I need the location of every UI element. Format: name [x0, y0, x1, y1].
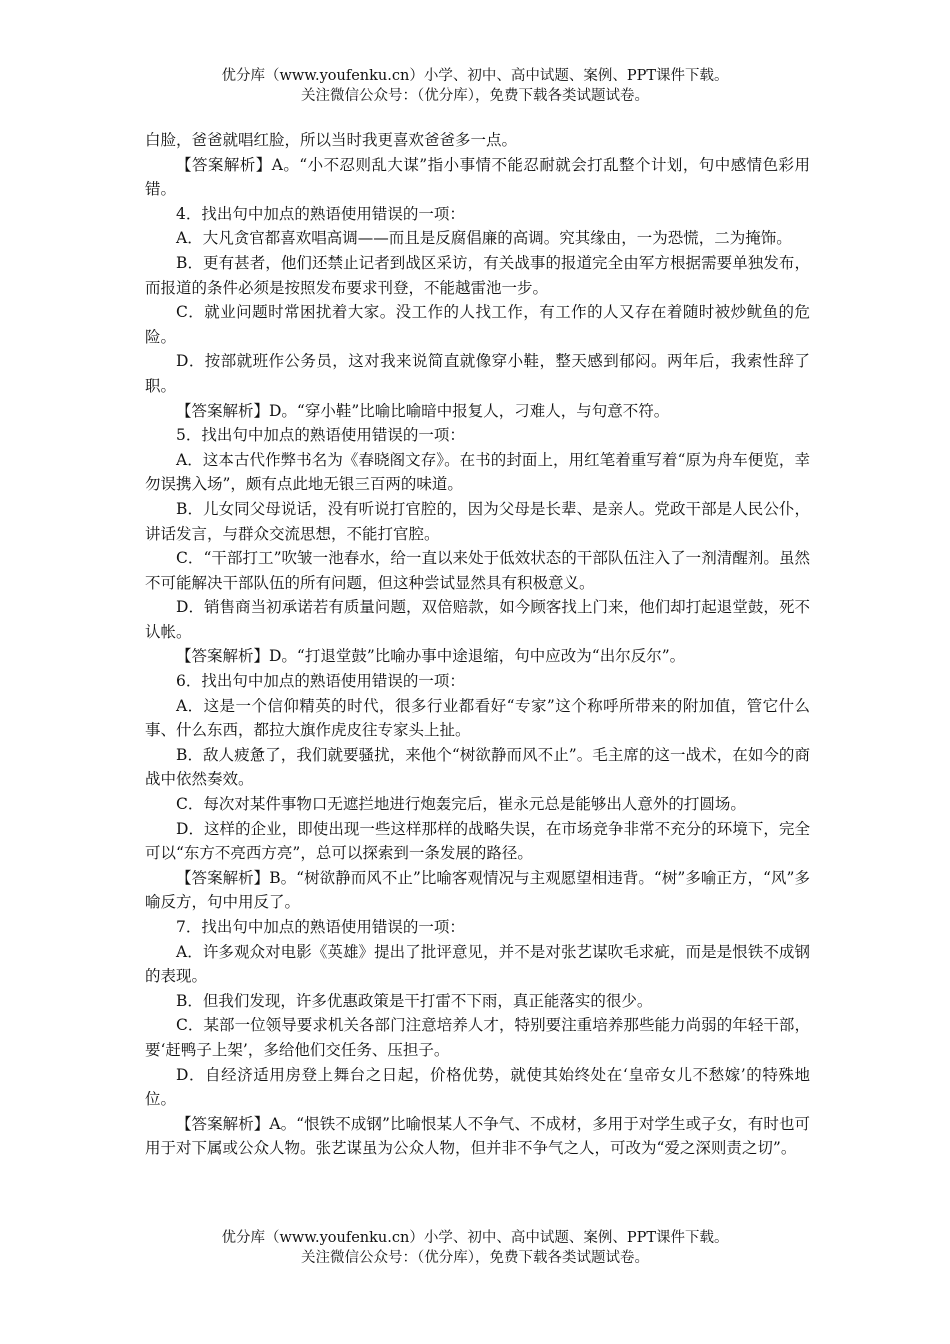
page-header — [0, 66, 950, 106]
paragraph: A．许多观众对电影《英雄》提出了批评意见，并不是对张艺谋吹毛求疵，而是是恨铁不成钢的表现。 — [145, 942, 810, 986]
paragraph: C．每次对某件事物口无遮拦地进行炮轰完后，崔永元总是能够出人意外的打圆场。 — [176, 795, 746, 814]
paragraph: 【答案解析】D。“打退堂鼓”比喻办事中途退缩，句中应改为“出尔反尔”。 — [176, 647, 686, 666]
paragraph: C．某部一位领导要求机关各部门注意培养人才，特别要注重培养那些能力尚弱的年轻干部，要‘赶鸭子上架’，多给他们交任务、压担子。 — [145, 1016, 810, 1059]
footer-line-1: 优分库（www.youfenku.cn）小学、初中、高中试题、案例、PPT课件下载。 — [221, 1230, 729, 1246]
paragraph: B．但我们发现，许多优惠政策是干打雷不下雨，真正能落实的很少。 — [176, 991, 653, 1010]
paragraph: 【答案解析】D。“穿小鞋”比喻比喻暗中报复人，刁难人，与句意不符。 — [176, 401, 670, 420]
paragraph: B．儿女同父母说话，没有听说打官腔的，因为父母是长辈、是亲人。党政干部是人民公仆，讲话发言，与群众交流思想，不能打官腔。 — [145, 499, 810, 543]
paragraph: D．销售商当初承诺若有质量问题，双倍赔款，如今顾客找上门来，他们却打起退堂鼓，死不认帐。 — [145, 598, 810, 641]
paragraph: B．更有甚者，他们还禁止记者到战区采访，有关战事的报道完全由军方根据需要单独发布，而报道的条件必须是按照发布要求刊登，不能越雷池一步。 — [145, 253, 810, 297]
paragraph: 4．找出句中加点的熟语使用错误的一项： — [176, 204, 465, 223]
header-line-2: 关注微信公众号：（优分库），免费下载各类试题试卷。 — [301, 88, 649, 104]
footer-line-2: 关注微信公众号：（优分库），免费下载各类试题试卷。 — [301, 1250, 649, 1266]
paragraph: 【答案解析】A。“小不忍则乱大谋”指小事情不能忍耐就会打乱整个计划，句中感情色彩用错。 — [145, 155, 810, 199]
header-line-1: 优分库（www.youfenku.cn）小学、初中、高中试题、案例、PPT课件下载。 — [221, 68, 729, 84]
paragraph: 5．找出句中加点的熟语使用错误的一项： — [176, 426, 465, 445]
paragraph: A．这是一个信仰精英的时代，很多行业都看好“专家”这个称呼所带来的附加值，管它什么事、什么东西，都拉大旗作虎皮往专家头上扯。 — [145, 696, 810, 740]
document-body — [145, 128, 810, 1161]
paragraph: D．按部就班作公务员，这对我来说简直就像穿小鞋，整天感到郁闷。两年后，我索性辞了职。 — [145, 352, 810, 395]
paragraph: 7．找出句中加点的熟语使用错误的一项： — [176, 918, 465, 936]
paragraph: A．这本古代作弊书名为《春晓阁文存》。在书的封面上，用红笔着重写着“原为舟车便览，幸勿误携入场”，颇有点此地无银三百两的味道。 — [145, 450, 810, 494]
paragraph: 【答案解析】B。“树欲静而风不止”比喻客观情况与主观愿望相违背。“树”多喻正方，“风”多喻反方，句中用反了。 — [145, 868, 810, 912]
paragraph: 6．找出句中加点的熟语使用错误的一项： — [176, 672, 465, 691]
paragraph: D．自经济适用房登上舞台之日起，价格优势，就使其始终处在‘皇帝女儿不愁嫁’的特殊地位。 — [145, 1065, 810, 1109]
paragraph: B．敌人疲惫了，我们就要骚扰，来他个“树欲静而风不止”。毛主席的这一战术，在如今的商战中依然奏效。 — [145, 745, 810, 789]
paragraph: D．这样的企业，即使出现一些这样那样的战略失误，在市场竞争非常不充分的环境下，完全可以“东方不亮西方亮”，总可以探索到一条发展的路径。 — [145, 819, 810, 863]
paragraph: 【答案解析】A。“恨铁不成钢”比喻恨某人不争气、不成材，多用于对学生或子女，有时也可用于对下属或公众人物。张艺谋虽为公众人物，但并非不争气之人，可改为“爱之深则责之切”。 — [145, 1114, 810, 1158]
paragraph: 白脸，爸爸就唱红脸，所以当时我更喜欢爸爸多一点。 — [145, 131, 518, 149]
paragraph: C．“干部打工”吹皱一池春水，给一直以来处于低效状态的干部队伍注入了一剂清醒剂。虽然不可能解决干部队伍的所有问题，但这种尝试显然具有积极意义。 — [145, 549, 810, 592]
page-footer — [0, 1228, 950, 1268]
paragraph: C．就业问题时常困扰着大家。没工作的人找工作，有工作的人又存在着随时被炒鱿鱼的危险。 — [145, 303, 810, 346]
paragraph: A．大凡贪官都喜欢唱高调——而且是反腐倡廉的高调。究其缘由，一为恐慌，二为掩饰。 — [176, 229, 792, 248]
